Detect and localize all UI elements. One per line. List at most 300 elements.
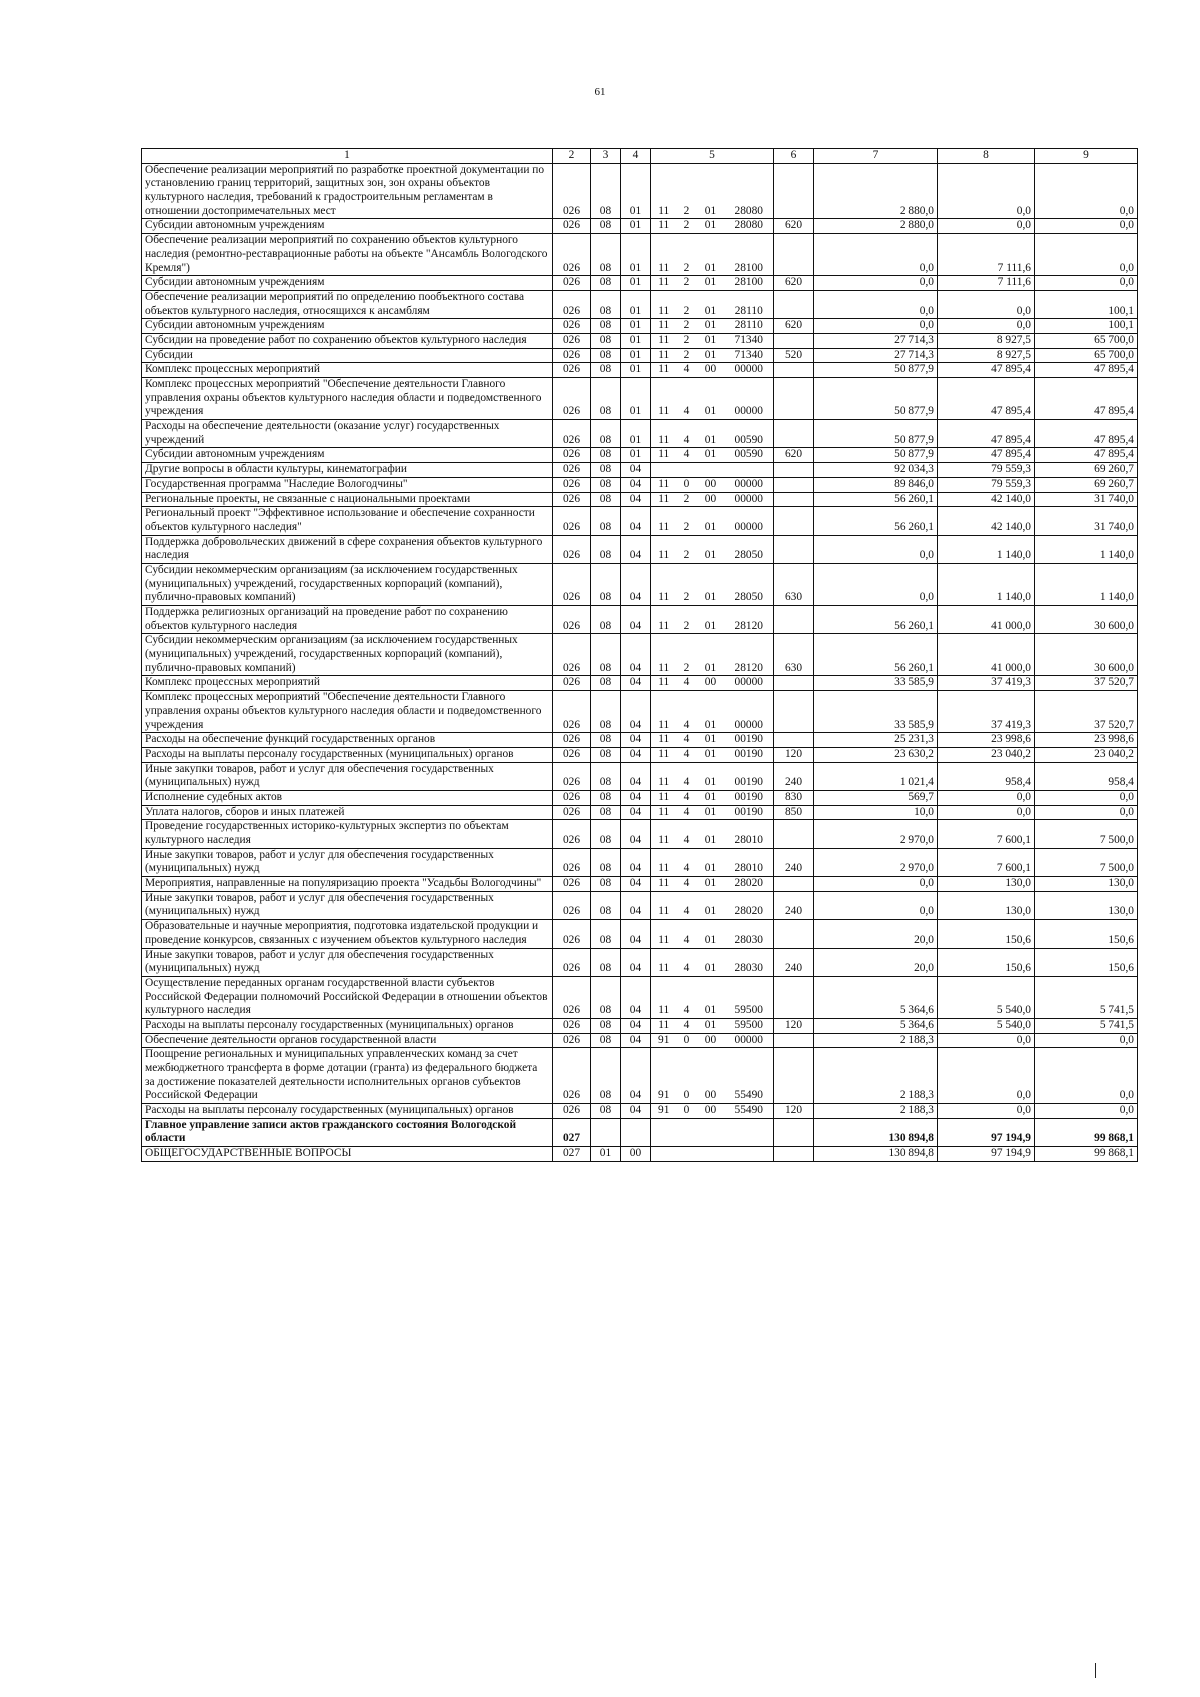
table-row	[142, 1018, 1138, 1033]
target-code-type-cell: 4	[677, 691, 697, 733]
section-code-cell: 08	[591, 747, 621, 762]
amount-col9-cell: 0,0	[1035, 1033, 1138, 1048]
target-code-program-cell: 11	[651, 363, 677, 378]
section-code-cell: 08	[591, 420, 621, 448]
amount-col8-cell: 0,0	[938, 1048, 1035, 1104]
target-code-type-cell: 2	[677, 634, 697, 676]
section-code-cell: 08	[591, 762, 621, 790]
amount-col9-cell: 99 868,1	[1035, 1118, 1138, 1146]
expense-type-cell: 850	[774, 805, 814, 820]
amount-col7-cell: 2 188,3	[814, 1048, 938, 1104]
target-code-item-cell: 00	[697, 676, 725, 691]
amount-col9-cell: 47 895,4	[1035, 420, 1138, 448]
target-code-direction-cell	[725, 1118, 774, 1146]
table-body	[142, 163, 1138, 1161]
target-code-program-cell: 11	[651, 976, 677, 1018]
target-code-program-cell: 11	[651, 920, 677, 948]
amount-col9-cell: 7 500,0	[1035, 848, 1138, 876]
target-code-type-cell: 4	[677, 891, 697, 919]
amount-col8-cell: 5 540,0	[938, 1018, 1035, 1033]
target-code-item-cell: 01	[697, 163, 725, 219]
target-code-direction-cell: 00000	[725, 363, 774, 378]
expense-type-cell	[774, 535, 814, 563]
amount-col7-cell: 569,7	[814, 790, 938, 805]
subsection-code-cell: 04	[621, 790, 651, 805]
row-name-cell: Комплекс процессных мероприятий "Обеспечение деятельности Главного управления охраны объектов культурного наследия области и подведомственного учреждения	[142, 378, 553, 420]
subsection-code-cell: 04	[621, 606, 651, 634]
expense-type-cell	[774, 290, 814, 318]
expense-type-cell: 630	[774, 563, 814, 605]
subsection-code-cell: 04	[621, 976, 651, 1018]
section-code-cell: 08	[591, 634, 621, 676]
target-code-program-cell: 11	[651, 348, 677, 363]
section-code-cell: 08	[591, 848, 621, 876]
expense-type-cell	[774, 1118, 814, 1146]
amount-col8-cell: 7 111,6	[938, 276, 1035, 291]
row-name-cell: Поддержка добровольческих движений в сфере сохранения объектов культурного наследия	[142, 535, 553, 563]
header-cell: 6	[774, 149, 814, 164]
target-code-item-cell: 01	[697, 948, 725, 976]
target-code-direction-cell: 28020	[725, 877, 774, 892]
header-cell: 1	[142, 149, 553, 164]
subsection-code-cell: 04	[621, 805, 651, 820]
subsection-code-cell: 04	[621, 877, 651, 892]
target-code-type-cell: 4	[677, 805, 697, 820]
amount-col7-cell: 130 894,8	[814, 1118, 938, 1146]
target-code-program-cell: 11	[651, 762, 677, 790]
target-code-program-cell: 11	[651, 634, 677, 676]
table-row	[142, 676, 1138, 691]
amount-col8-cell: 130,0	[938, 891, 1035, 919]
table-row	[142, 219, 1138, 234]
amount-col9-cell: 65 700,0	[1035, 348, 1138, 363]
table-row	[142, 634, 1138, 676]
target-code-item-cell: 01	[697, 790, 725, 805]
target-code-type-cell: 2	[677, 290, 697, 318]
subsection-code-cell: 04	[621, 820, 651, 848]
amount-col9-cell: 130,0	[1035, 877, 1138, 892]
target-code-item-cell: 01	[697, 747, 725, 762]
admin-code-cell: 026	[553, 348, 591, 363]
target-code-type-cell: 2	[677, 276, 697, 291]
amount-col9-cell: 5 741,5	[1035, 976, 1138, 1018]
expense-type-cell	[774, 1147, 814, 1162]
section-code-cell: 08	[591, 507, 621, 535]
target-code-direction-cell: 00000	[725, 1033, 774, 1048]
expense-type-cell: 120	[774, 747, 814, 762]
expense-type-cell: 240	[774, 762, 814, 790]
amount-col7-cell: 50 877,9	[814, 378, 938, 420]
row-name-cell: Расходы на обеспечение деятельности (оказание услуг) государственных учреждений	[142, 420, 553, 448]
amount-col8-cell: 47 895,4	[938, 448, 1035, 463]
expense-type-cell	[774, 420, 814, 448]
target-code-direction-cell: 00190	[725, 747, 774, 762]
subsection-code-cell: 01	[621, 234, 651, 276]
table-row	[142, 1104, 1138, 1119]
subsection-code-cell: 01	[621, 276, 651, 291]
target-code-item-cell: 01	[697, 276, 725, 291]
subsection-code-cell: 04	[621, 477, 651, 492]
target-code-direction-cell	[725, 1147, 774, 1162]
target-code-type-cell: 4	[677, 848, 697, 876]
table-row	[142, 448, 1138, 463]
target-code-direction-cell: 28030	[725, 948, 774, 976]
admin-code-cell: 026	[553, 463, 591, 478]
amount-col9-cell: 31 740,0	[1035, 492, 1138, 507]
amount-col7-cell: 2 970,0	[814, 820, 938, 848]
amount-col7-cell: 33 585,9	[814, 676, 938, 691]
row-name-cell: Расходы на выплаты персоналу государственных (муниципальных) органов	[142, 747, 553, 762]
target-code-program-cell: 11	[651, 276, 677, 291]
admin-code-cell: 027	[553, 1147, 591, 1162]
section-code-cell: 08	[591, 1104, 621, 1119]
amount-col7-cell: 0,0	[814, 276, 938, 291]
target-code-type-cell: 2	[677, 319, 697, 334]
table-row	[142, 234, 1138, 276]
target-code-type-cell: 2	[677, 234, 697, 276]
subsection-code-cell: 04	[621, 1104, 651, 1119]
expense-type-cell	[774, 733, 814, 748]
amount-col7-cell: 56 260,1	[814, 634, 938, 676]
target-code-program-cell: 11	[651, 691, 677, 733]
admin-code-cell: 026	[553, 848, 591, 876]
target-code-program-cell: 11	[651, 805, 677, 820]
subsection-code-cell: 04	[621, 535, 651, 563]
subsection-code-cell: 01	[621, 333, 651, 348]
header-cell: 9	[1035, 149, 1138, 164]
target-code-direction-cell: 00000	[725, 378, 774, 420]
row-name-cell: Региональный проект "Эффективное использование и обеспечение сохранности объектов культурного наследия"	[142, 507, 553, 535]
row-name-cell: Обеспечение реализации мероприятий по разработке проектной документации по установлению границ территорий, защитных зон, зон охраны объектов культурного наследия, требований к градостроительным регламентам в отношении достопримечательных мест	[142, 163, 553, 219]
row-name-cell: Региональные проекты, не связанные с национальными проектами	[142, 492, 553, 507]
amount-col9-cell: 0,0	[1035, 1048, 1138, 1104]
row-name-cell: Субсидии на проведение работ по сохранению объектов культурного наследия	[142, 333, 553, 348]
amount-col7-cell: 20,0	[814, 948, 938, 976]
target-code-program-cell: 11	[651, 733, 677, 748]
expense-type-cell: 120	[774, 1104, 814, 1119]
table-row	[142, 463, 1138, 478]
subsection-code-cell: 01	[621, 219, 651, 234]
subsection-code-cell: 04	[621, 1018, 651, 1033]
table-row	[142, 290, 1138, 318]
admin-code-cell: 026	[553, 492, 591, 507]
target-code-direction-cell: 71340	[725, 348, 774, 363]
amount-col8-cell: 23 040,2	[938, 747, 1035, 762]
target-code-program-cell: 11	[651, 948, 677, 976]
amount-col7-cell: 33 585,9	[814, 691, 938, 733]
target-code-program-cell: 11	[651, 747, 677, 762]
amount-col8-cell: 8 927,5	[938, 348, 1035, 363]
amount-col9-cell: 30 600,0	[1035, 606, 1138, 634]
section-code-cell: 08	[591, 1048, 621, 1104]
section-code-cell: 08	[591, 290, 621, 318]
target-code-program-cell: 91	[651, 1104, 677, 1119]
subsection-code-cell: 01	[621, 290, 651, 318]
subsection-code-cell: 04	[621, 948, 651, 976]
target-code-program-cell: 11	[651, 1018, 677, 1033]
amount-col8-cell: 41 000,0	[938, 634, 1035, 676]
table-row	[142, 420, 1138, 448]
row-name-cell: Поддержка религиозных организаций на проведение работ по сохранению объектов культурного наследия	[142, 606, 553, 634]
amount-col8-cell: 37 419,3	[938, 691, 1035, 733]
section-code-cell: 08	[591, 1033, 621, 1048]
amount-col8-cell: 42 140,0	[938, 507, 1035, 535]
target-code-program-cell: 11	[651, 877, 677, 892]
target-code-direction-cell: 00590	[725, 448, 774, 463]
table-row	[142, 535, 1138, 563]
table-row	[142, 1147, 1138, 1162]
table-row	[142, 333, 1138, 348]
row-name-cell: Уплата налогов, сборов и иных платежей	[142, 805, 553, 820]
amount-col9-cell: 150,6	[1035, 948, 1138, 976]
amount-col9-cell: 150,6	[1035, 920, 1138, 948]
amount-col7-cell: 0,0	[814, 891, 938, 919]
expense-type-cell: 630	[774, 634, 814, 676]
section-code-cell: 08	[591, 163, 621, 219]
budget-table	[141, 148, 1138, 1162]
section-code-cell: 08	[591, 790, 621, 805]
target-code-direction-cell: 28050	[725, 563, 774, 605]
subsection-code-cell: 01	[621, 448, 651, 463]
row-name-cell: Осуществление переданных органам государственной власти субъектов Российской Федерации полномочий Российской Федерации в отношении объектов культурного наследия	[142, 976, 553, 1018]
target-code-direction-cell: 00000	[725, 676, 774, 691]
target-code-item-cell: 01	[697, 805, 725, 820]
amount-col8-cell: 958,4	[938, 762, 1035, 790]
target-code-type-cell: 4	[677, 363, 697, 378]
target-code-type-cell: 4	[677, 976, 697, 1018]
target-code-item-cell: 01	[697, 634, 725, 676]
expense-type-cell	[774, 378, 814, 420]
subsection-code-cell: 04	[621, 733, 651, 748]
amount-col7-cell: 0,0	[814, 877, 938, 892]
amount-col7-cell: 23 630,2	[814, 747, 938, 762]
header-cell: 3	[591, 149, 621, 164]
subsection-code-cell: 04	[621, 463, 651, 478]
amount-col7-cell: 5 364,6	[814, 976, 938, 1018]
amount-col9-cell: 130,0	[1035, 891, 1138, 919]
section-code-cell	[591, 1118, 621, 1146]
target-code-item-cell: 01	[697, 507, 725, 535]
target-code-direction-cell: 28110	[725, 290, 774, 318]
amount-col7-cell: 0,0	[814, 290, 938, 318]
admin-code-cell: 026	[553, 1048, 591, 1104]
target-code-type-cell: 4	[677, 920, 697, 948]
target-code-type-cell: 4	[677, 733, 697, 748]
target-code-direction-cell: 55490	[725, 1104, 774, 1119]
section-code-cell: 08	[591, 920, 621, 948]
target-code-program-cell	[651, 1147, 677, 1162]
target-code-program-cell	[651, 1118, 677, 1146]
expense-type-cell	[774, 820, 814, 848]
amount-col7-cell: 1 021,4	[814, 762, 938, 790]
amount-col8-cell: 150,6	[938, 948, 1035, 976]
section-code-cell: 08	[591, 219, 621, 234]
target-code-item-cell: 01	[697, 877, 725, 892]
table-row	[142, 920, 1138, 948]
amount-col7-cell: 0,0	[814, 563, 938, 605]
expense-type-cell	[774, 606, 814, 634]
row-name-cell: Комплекс процессных мероприятий "Обеспечение деятельности Главного управления охраны объектов культурного наследия области и подведомственного учреждения	[142, 691, 553, 733]
section-code-cell: 08	[591, 492, 621, 507]
section-code-cell: 08	[591, 448, 621, 463]
target-code-program-cell: 11	[651, 676, 677, 691]
target-code-program-cell: 11	[651, 507, 677, 535]
subsection-code-cell: 01	[621, 163, 651, 219]
admin-code-cell: 026	[553, 219, 591, 234]
table-row	[142, 363, 1138, 378]
section-code-cell: 08	[591, 535, 621, 563]
table-row	[142, 319, 1138, 334]
amount-col7-cell: 0,0	[814, 535, 938, 563]
amount-col8-cell: 42 140,0	[938, 492, 1035, 507]
admin-code-cell: 026	[553, 733, 591, 748]
target-code-item-cell: 00	[697, 477, 725, 492]
admin-code-cell: 026	[553, 477, 591, 492]
subsection-code-cell: 04	[621, 1033, 651, 1048]
section-code-cell: 08	[591, 676, 621, 691]
section-code-cell: 08	[591, 234, 621, 276]
amount-col7-cell: 50 877,9	[814, 363, 938, 378]
amount-col7-cell: 89 846,0	[814, 477, 938, 492]
amount-col7-cell: 2 880,0	[814, 163, 938, 219]
amount-col9-cell: 69 260,7	[1035, 463, 1138, 478]
target-code-type-cell: 4	[677, 820, 697, 848]
row-name-cell: Субсидии автономным учреждениям	[142, 219, 553, 234]
admin-code-cell: 027	[553, 1118, 591, 1146]
target-code-type-cell: 4	[677, 790, 697, 805]
amount-col8-cell: 150,6	[938, 920, 1035, 948]
amount-col8-cell: 1 140,0	[938, 535, 1035, 563]
row-name-cell: Исполнение судебных актов	[142, 790, 553, 805]
amount-col8-cell: 97 194,9	[938, 1147, 1035, 1162]
amount-col9-cell: 1 140,0	[1035, 563, 1138, 605]
admin-code-cell: 026	[553, 691, 591, 733]
table-row	[142, 848, 1138, 876]
expense-type-cell	[774, 507, 814, 535]
row-name-cell: Обеспечение реализации мероприятий по определению пообъектного состава объектов культурного наследия, относящихся к ансамблям	[142, 290, 553, 318]
row-name-cell: Комплекс процессных мероприятий	[142, 363, 553, 378]
target-code-program-cell: 11	[651, 563, 677, 605]
admin-code-cell: 026	[553, 378, 591, 420]
amount-col8-cell: 130,0	[938, 877, 1035, 892]
target-code-program-cell: 11	[651, 606, 677, 634]
row-name-cell: Обеспечение реализации мероприятий по сохранению объектов культурного наследия (ремонтно-реставрационные работы на объекте "Ансамбль Вологодского Кремля")	[142, 234, 553, 276]
amount-col7-cell: 27 714,3	[814, 333, 938, 348]
amount-col9-cell: 31 740,0	[1035, 507, 1138, 535]
amount-col8-cell: 37 419,3	[938, 676, 1035, 691]
expense-type-cell	[774, 877, 814, 892]
section-code-cell: 01	[591, 1147, 621, 1162]
expense-type-cell	[774, 363, 814, 378]
table-row	[142, 276, 1138, 291]
section-code-cell: 08	[591, 563, 621, 605]
table-row	[142, 948, 1138, 976]
subsection-code-cell: 04	[621, 563, 651, 605]
admin-code-cell: 026	[553, 877, 591, 892]
section-code-cell: 08	[591, 877, 621, 892]
subsection-code-cell	[621, 1118, 651, 1146]
expense-type-cell	[774, 676, 814, 691]
amount-col7-cell: 20,0	[814, 920, 938, 948]
amount-col9-cell: 47 895,4	[1035, 363, 1138, 378]
amount-col9-cell: 100,1	[1035, 319, 1138, 334]
row-name-cell: Мероприятия, направленные на популяризацию проекта "Усадьбы Вологодчины"	[142, 877, 553, 892]
table-row	[142, 762, 1138, 790]
header-cell: 7	[814, 149, 938, 164]
target-code-program-cell: 11	[651, 448, 677, 463]
subsection-code-cell: 04	[621, 1048, 651, 1104]
table-row	[142, 1033, 1138, 1048]
expense-type-cell: 520	[774, 348, 814, 363]
subsection-code-cell: 01	[621, 348, 651, 363]
amount-col7-cell: 2 188,3	[814, 1033, 938, 1048]
amount-col7-cell: 0,0	[814, 319, 938, 334]
target-code-type-cell: 0	[677, 477, 697, 492]
admin-code-cell: 026	[553, 920, 591, 948]
target-code-program-cell: 11	[651, 492, 677, 507]
target-code-direction-cell: 28030	[725, 920, 774, 948]
table-row	[142, 733, 1138, 748]
target-code-program-cell	[651, 463, 677, 478]
table-row	[142, 163, 1138, 219]
section-code-cell: 08	[591, 820, 621, 848]
admin-code-cell: 026	[553, 891, 591, 919]
amount-col9-cell: 0,0	[1035, 805, 1138, 820]
expense-type-cell: 620	[774, 276, 814, 291]
target-code-direction-cell: 59500	[725, 976, 774, 1018]
row-name-cell: Субсидии автономным учреждениям	[142, 319, 553, 334]
target-code-type-cell: 2	[677, 333, 697, 348]
target-code-item-cell: 00	[697, 1033, 725, 1048]
table-row	[142, 877, 1138, 892]
target-code-direction-cell: 28100	[725, 276, 774, 291]
amount-col9-cell: 23 040,2	[1035, 747, 1138, 762]
target-code-direction-cell: 00190	[725, 733, 774, 748]
target-code-direction-cell: 28080	[725, 163, 774, 219]
target-code-program-cell: 11	[651, 234, 677, 276]
target-code-item-cell: 01	[697, 290, 725, 318]
expense-type-cell: 620	[774, 219, 814, 234]
subsection-code-cell: 04	[621, 691, 651, 733]
amount-col9-cell: 30 600,0	[1035, 634, 1138, 676]
target-code-direction-cell: 28020	[725, 891, 774, 919]
amount-col8-cell: 0,0	[938, 163, 1035, 219]
row-name-cell: ОБЩЕГОСУДАРСТВЕННЫЕ ВОПРОСЫ	[142, 1147, 553, 1162]
section-code-cell: 08	[591, 976, 621, 1018]
target-code-type-cell: 4	[677, 877, 697, 892]
target-code-direction-cell: 00190	[725, 790, 774, 805]
table-row	[142, 820, 1138, 848]
section-code-cell: 08	[591, 319, 621, 334]
subsection-code-cell: 04	[621, 762, 651, 790]
amount-col9-cell: 0,0	[1035, 1104, 1138, 1119]
target-code-direction-cell: 00000	[725, 492, 774, 507]
admin-code-cell: 026	[553, 762, 591, 790]
row-name-cell: Государственная программа "Наследие Вологодчины"	[142, 477, 553, 492]
target-code-item-cell: 01	[697, 733, 725, 748]
section-code-cell: 08	[591, 805, 621, 820]
table-row	[142, 691, 1138, 733]
header-cell: 5	[651, 149, 774, 164]
amount-col8-cell: 23 998,6	[938, 733, 1035, 748]
target-code-item-cell: 01	[697, 348, 725, 363]
expense-type-cell: 240	[774, 848, 814, 876]
target-code-program-cell: 11	[651, 535, 677, 563]
admin-code-cell: 026	[553, 333, 591, 348]
amount-col8-cell: 0,0	[938, 1104, 1035, 1119]
amount-col8-cell: 5 540,0	[938, 976, 1035, 1018]
amount-col7-cell: 56 260,1	[814, 606, 938, 634]
